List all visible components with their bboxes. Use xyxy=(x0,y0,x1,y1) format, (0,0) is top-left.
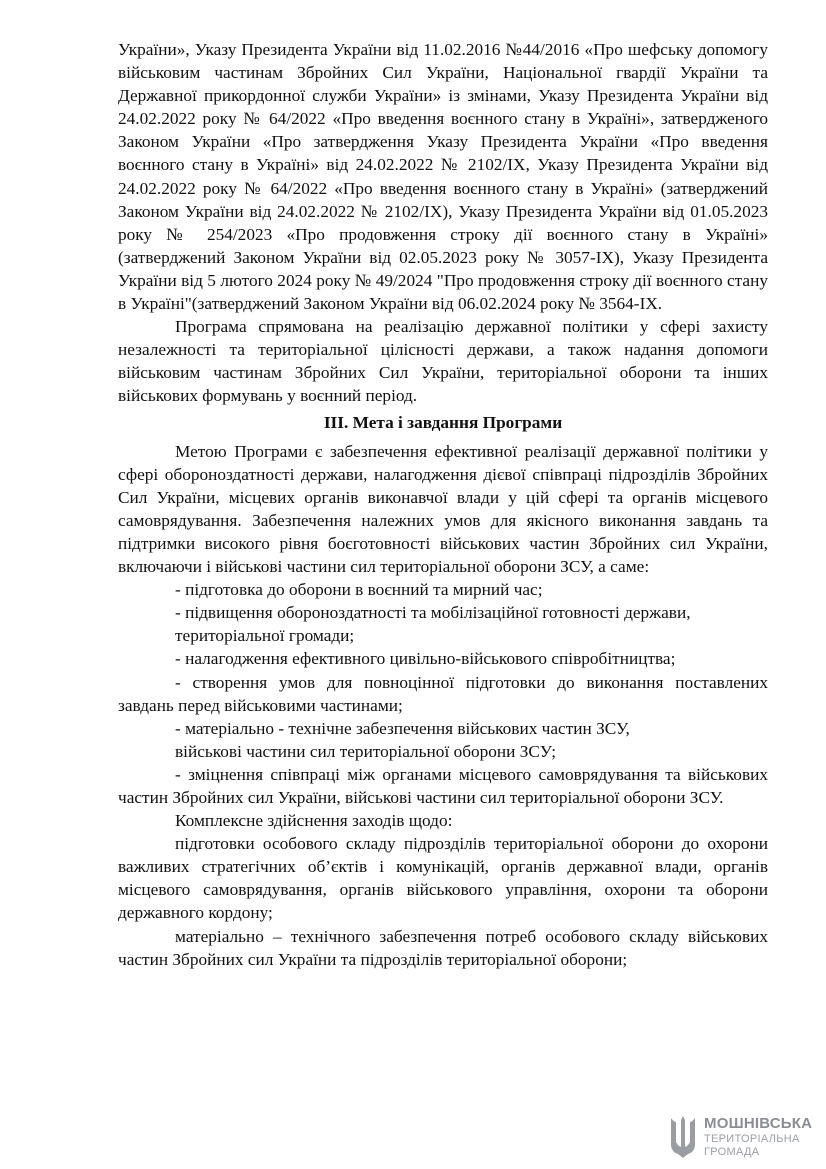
legal-references-paragraph: України», Указу Президента України від 11.02.2016 №44/2016 «Про шефську допомогу військовим частинам Збройних Сил України, Національної гвардії України та Державної прикордонної служби України» із змінами, Указу Президента України від 24.02.2022 року № 64/2022 «Про введення воєнного стану в Україні», затвердженого Законом України «Про затвердження Указу Президента України «Про введення воєнного стану в Україні» від 24.02.2022 № 2102/IX, Указу Президента України від 24.02.2022 року № 64/2022 «Про введення воєнного стану в Україні» (затверджений Законом України від 24.02.2022 № 2102/IX), Указу Президента України від 01.05.2023 року № 254/2023 «Про продовження строку дії воєнного стану в Україні» (затверджений Законом України від 02.05.2023 року № 3057-IX), Указу Президента України від 5 лютого 2024 року № 49/2024 "Про продовження строку дії воєнного стану в Україні"(затверджений Законом України від 06.02.2024 року № 3564-IX. xyxy=(118,40,768,314)
list-item: - підготовка до оборони в воєнний та мирний час; xyxy=(175,580,543,600)
complex-intro: Комплексне здійснення заходів щодо: xyxy=(175,811,453,831)
list-item: - створення умов для повноцінної підготовки до виконання поставлених завдань перед військовими частинами; xyxy=(118,672,768,715)
document-page xyxy=(118,38,768,971)
logo-line3: ГРОМАДА xyxy=(704,1146,760,1158)
list-item-line: - матеріально - технічне забезпечення військових частин ЗСУ, xyxy=(175,718,630,738)
list-item xyxy=(118,717,768,763)
list-item xyxy=(118,601,768,647)
community-logo xyxy=(668,1112,813,1162)
list-item-line: територіальної громади; xyxy=(175,626,355,646)
list-item-line: - підвищення обороноздатності та мобілізаційної готовності держави, xyxy=(175,603,691,623)
complex-training-paragraph: підготовки особового складу підрозділів територіальної оборони до охорони важливих стратегічних об’єктів і комунікацій, органів державної влади, органів місцевого самоврядування, органів військового управління, охорони та оборони державного кордону; xyxy=(118,834,768,923)
program-aim-paragraph: Програма спрямована на реалізацію державної політики у сфері захисту незалежності та територіальної цілісності держави, а також надання допомоги військовим частинам Збройних Сил України, територіальної оборони та інших військових формувань у воєнний період. xyxy=(118,317,768,406)
list-item-line: військові частини сил територіальної оборони ЗСУ; xyxy=(175,741,557,761)
section-intro-paragraph: Метою Програми є забезпечення ефективної реалізації державної політики у сфері обороноздатності держави, налагодження дієвої співпраці підрозділів Збройних Сил України, місцевих органів виконавчої влади у цій сфері та органів місцевого самоврядування. Забезпечення належних умов для якісного виконання завдань та підтримки високого рівня боєготовності військових частин Збройних сил України, включаючи і військові частини сил територіальної оборони ЗСУ, а саме: xyxy=(118,441,768,577)
list-item: - зміцнення співпраці між органами місцевого самоврядування та військових частин Збройних сил України, військові частини сил територіальної оборони ЗСУ. xyxy=(118,764,768,807)
list-item: - налагодження ефективного цивільно-військового співробітництва; xyxy=(175,649,676,669)
complex-supply-paragraph: матеріально – технічного забезпечення потреб особового складу військових частин Збройних сил України та підрозділів територіальної оборони; xyxy=(118,926,768,969)
logo-name: МОШНІВСЬКА xyxy=(704,1115,813,1132)
trident-icon xyxy=(668,1114,698,1160)
logo-line2: ТЕРИТОРІАЛЬНА xyxy=(704,1133,800,1145)
section-heading: ІІІ. Мета і завдання Програми xyxy=(323,412,563,432)
